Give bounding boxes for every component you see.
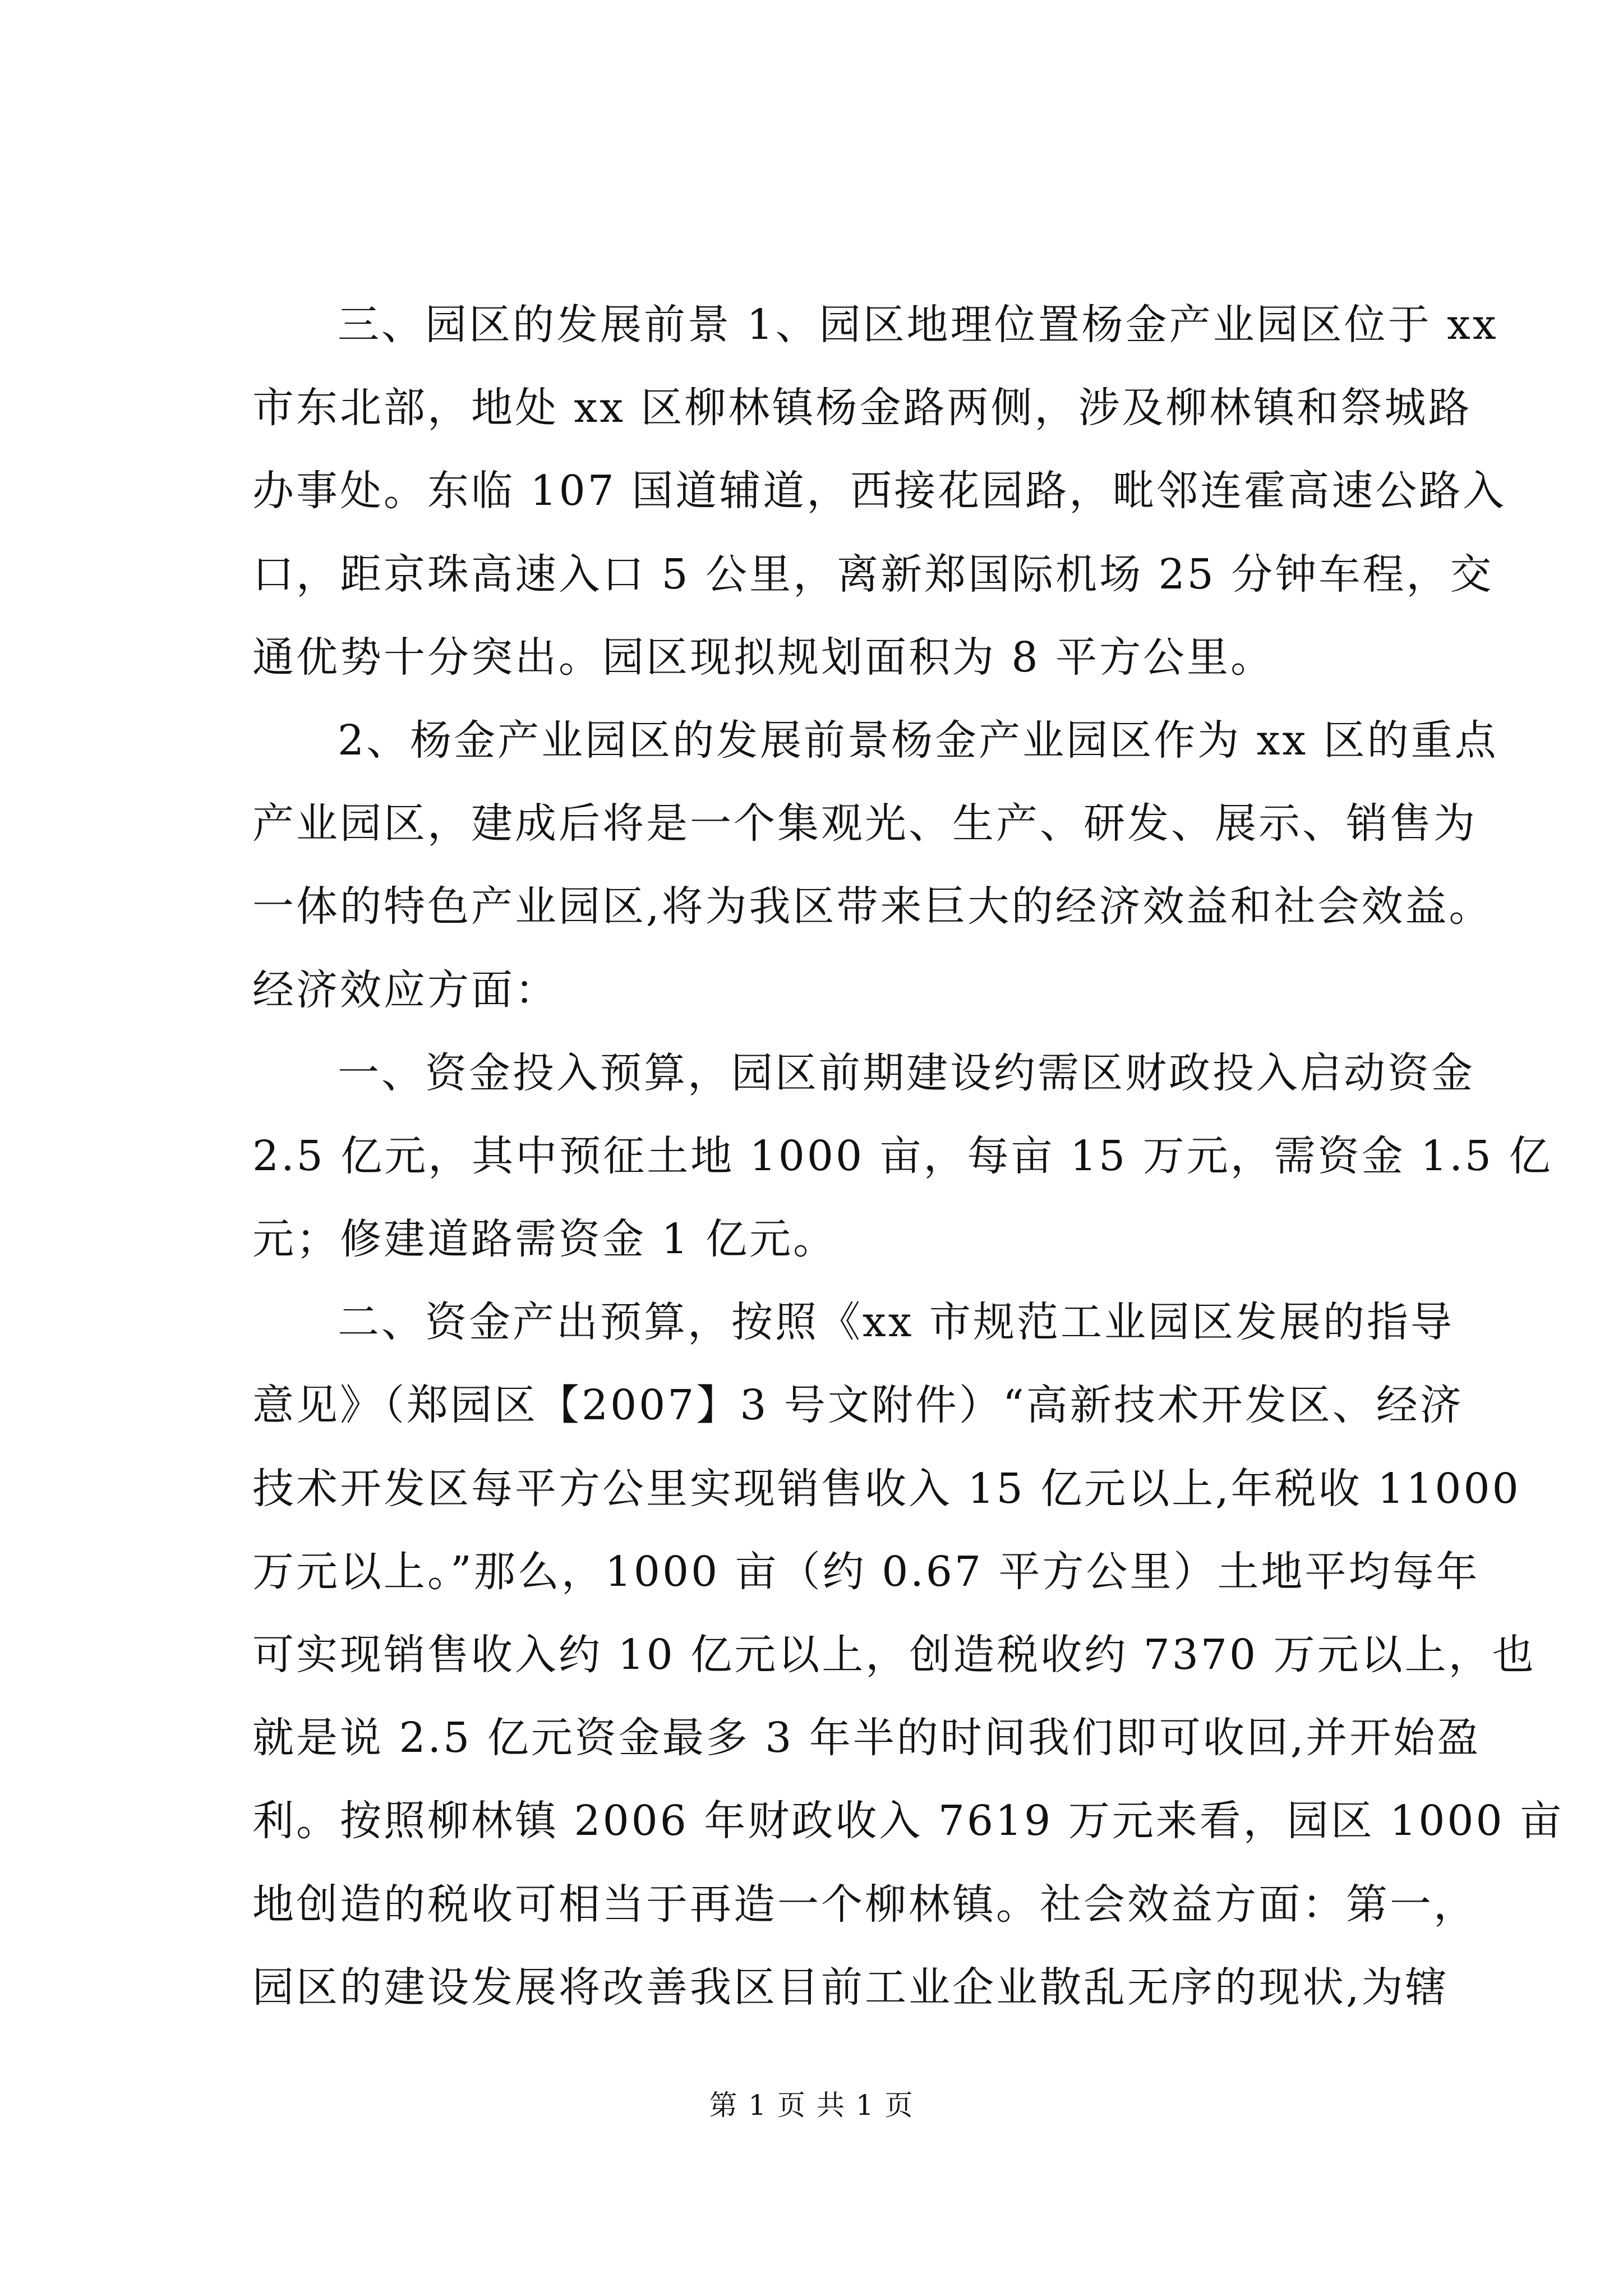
paragraph-line: 地创造的税收可相当于再造一个柳林镇。社会效益方面：第一， <box>252 1880 1477 1929</box>
paragraph-line: 2.5 亿元，其中预征土地 1000 亩，每亩 15 万元，需资金 1.5 亿 <box>252 1131 1553 1180</box>
paragraph-line: 意见》（郑园区【2007】3 号文附件）“高新技术开发区、经济 <box>252 1381 1464 1430</box>
document-body <box>252 283 1564 2029</box>
paragraph-line: 元；修建道路需资金 1 亿元。 <box>252 1215 837 1264</box>
paragraph-line: 就是说 2.5 亿元资金最多 3 年半的时间我们即可收回,并开始盈 <box>252 1714 1481 1763</box>
paragraph-line: 可实现销售收入约 10 亿元以上，创造税收约 7370 万元以上，也 <box>252 1631 1536 1679</box>
paragraph-line: 一、资金投入预算，园区前期建设约需区财政投入启动资金 <box>338 1048 1475 1097</box>
paragraph-line: 二、资金产出预算，按照《xx 市规范工业园区发展的指导 <box>338 1298 1454 1347</box>
paragraph-line: 利。按照柳林镇 2006 年财政收入 7619 万元来看，园区 1000 亩 <box>252 1797 1564 1846</box>
paragraph-line: 通优势十分突出。园区现拟规划面积为 8 平方公里。 <box>252 633 1275 682</box>
paragraph-line: 经济效应方面： <box>252 965 559 1014</box>
page-footer <box>0 2086 1623 2125</box>
paragraph-line: 产业园区，建成后将是一个集观光、生产、研发、展示、销售为 <box>252 799 1477 848</box>
paragraph-line: 技术开发区每平方公里实现销售收入 15 亿元以上,年税收 11000 <box>252 1464 1521 1513</box>
paragraph-line: 办事处。东临 107 国道辅道，西接花园路，毗邻连霍高速公路入 <box>252 467 1507 516</box>
paragraph-line: 三、园区的发展前景 1、园区地理位置杨金产业园区位于 xx <box>338 301 1498 349</box>
paragraph-line: 2、杨金产业园区的发展前景杨金产业园区作为 xx 区的重点 <box>338 716 1498 765</box>
paragraph-line: 市东北部，地处 xx 区柳林镇杨金路两侧，涉及柳林镇和祭城路 <box>252 384 1472 432</box>
paragraph-line: 万元以上。”那么，1000 亩（约 0.67 平方公里）土地平均每年 <box>252 1547 1480 1596</box>
paragraph-line: 一体的特色产业园区,将为我区带来巨大的经济效益和社会效益。 <box>252 882 1493 931</box>
page-number-label: 第 1 页 共 1 页 <box>709 2089 914 2122</box>
paragraph-line: 园区的建设发展将改善我区目前工业企业散乱无序的现状,为辖 <box>252 1963 1449 2012</box>
paragraph-line: 口，距京珠高速入口 5 公里，离新郑国际机场 25 分钟车程，交 <box>252 550 1494 599</box>
